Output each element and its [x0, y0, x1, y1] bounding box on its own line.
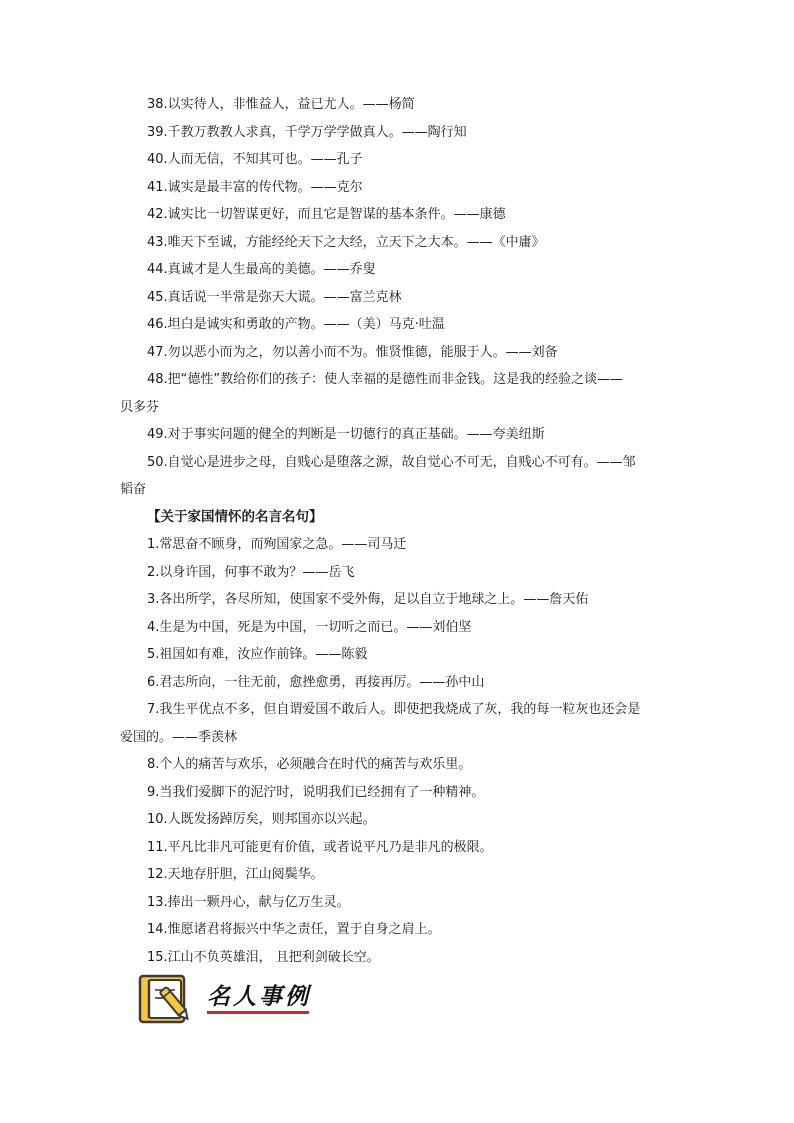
- honesty-quote-line: 45.真话说一半常是弥天大谎。——富兰克林: [147, 289, 402, 305]
- banner-title: 名人事例: [207, 983, 311, 1010]
- honesty-quote-line-continued: 贝多芬: [120, 399, 160, 415]
- banner-underline: [207, 1011, 309, 1014]
- honesty-quote-line: 43.唯天下至诚，方能经纶天下之大经，立天下之大本。——《中庸》: [147, 234, 545, 250]
- document-body: [120, 91, 680, 971]
- honesty-quote-line: 47.勿以恶小而为之，勿以善小而不为。惟贤惟德，能服于人。——刘备: [147, 344, 558, 360]
- honesty-quote-line: 39.千教万教教人求真，千学万学学做真人。——陶行知: [147, 124, 467, 140]
- honesty-quote-line: 46.坦白是诚实和勇敢的产物。——（美）马克·吐温: [147, 317, 445, 332]
- patriotism-quote-line: 8.个人的痛苦与欢乐，必须融合在时代的痛苦与欢乐里。: [147, 757, 472, 772]
- honesty-quote-line: 42.诚实比一切智谋更好，而且它是智谋的基本条件。——康德: [147, 207, 506, 222]
- honesty-quote-line: 50.自觉心是进步之母，自贱心是堕落之源，故自觉心不可无，自贱心不可有。——邹: [147, 454, 636, 470]
- famous-examples-banner: [137, 970, 337, 1026]
- honesty-quote-line: 38.以实待人，非惟益人，益已尤人。——杨简: [147, 97, 415, 112]
- honesty-quote-line: 49.对于事实问题的健全的判断是一切德行的真正基础。——夸美纽斯: [147, 427, 545, 442]
- patriotism-quote-line: 11.平凡比非凡可能更有价值，或者说平凡乃是非凡的极限。: [147, 839, 493, 855]
- patriotism-quote-line: 10.人既发扬踔厉矣，则邦国亦以兴起。: [147, 812, 376, 827]
- patriotism-quote-line: 2.以身许国，何事不敢为？——岳飞: [147, 564, 355, 580]
- patriotism-quote-line: 4.生是为中国，死是为中国，一切听之而已。——刘伯坚: [147, 619, 472, 635]
- patriotism-quote-line-continued: 爱国的。——季羡林: [120, 729, 238, 745]
- patriotism-quote-line: 6.君志所向，一往无前，愈挫愈勇，再接再厉。——孙中山: [147, 674, 485, 690]
- honesty-quote-list: [120, 91, 680, 504]
- patriotism-quote-line: 15.江山不负英雄泪， 且把利剑破长空。: [147, 949, 380, 965]
- patriotism-quote-line: 7.我生平优点不多，但自谓爱国不敢后人。即使把我烧成了灰，我的每一粒灰也还会是: [147, 702, 641, 717]
- notebook-pen-icon: [137, 970, 199, 1026]
- patriotism-quote-line: 12.天地存肝胆，江山阅鬓华。: [147, 867, 324, 882]
- honesty-quote-line: 48.把“德性”教给你们的孩子：使人幸福的是德性而非金钱。这是我的经验之谈——: [147, 372, 624, 387]
- patriotism-quote-line: 1.常思奋不顾身，而殉国家之急。——司马迁: [147, 537, 407, 552]
- honesty-quote-line-continued: 韬奋: [120, 482, 147, 497]
- patriotism-quote-line: 9.当我们爱脚下的泥泞时，说明我们已经拥有了一种精神。: [147, 784, 485, 800]
- patriotism-quote-list: [120, 531, 680, 971]
- honesty-quote-line: 44.真诚才是人生最高的美德。——乔叟: [147, 262, 376, 277]
- patriotism-quote-line: 3.各出所学，各尽所知，使国家不受外侮，足以自立于地球之上。——詹天佑: [147, 592, 589, 607]
- patriotism-quote-line: 13.捧出一颗丹心，献与亿万生灵。: [147, 894, 350, 910]
- section-heading: 【关于家国情怀的名言名句】: [147, 508, 323, 525]
- patriotism-quote-line: 14.惟愿诸君将振兴中华之责任，置于自身之肩上。: [147, 922, 441, 937]
- honesty-quote-line: 41.诚实是最丰富的传代物。——克尔: [147, 179, 363, 195]
- honesty-quote-line: 40.人而无信，不知其可也。——孔子: [147, 152, 363, 167]
- patriotism-quote-line: 5.祖国如有难，汝应作前锋。——陈毅: [147, 647, 368, 662]
